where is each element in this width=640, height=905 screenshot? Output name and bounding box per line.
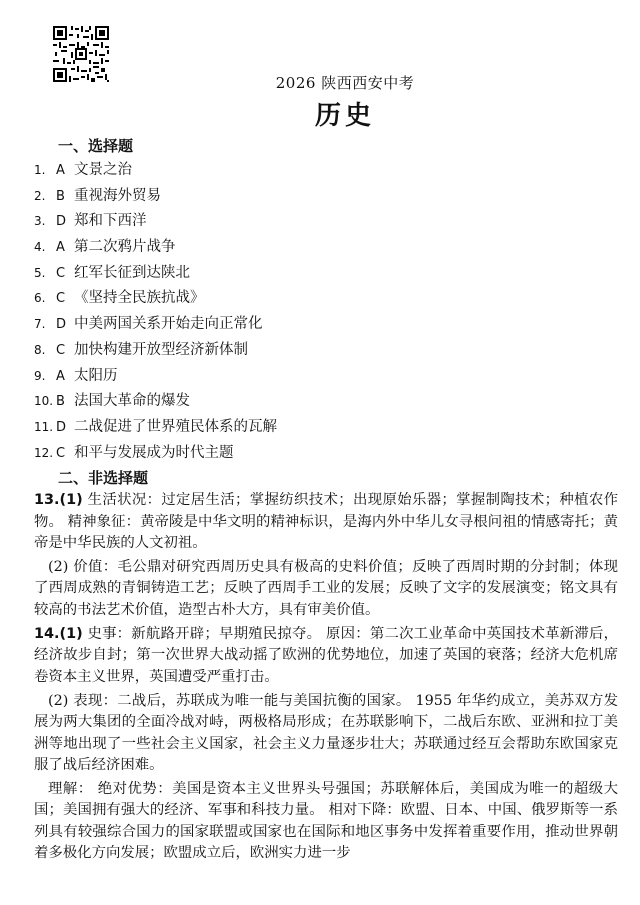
answer-text: 中美两国关系开始走向正常化 xyxy=(74,316,263,333)
answer-13-1 xyxy=(34,490,618,554)
answer-text: 红军长征到达陕北 xyxy=(74,264,190,281)
question-number: 9. xyxy=(34,368,46,383)
list-item xyxy=(34,312,618,338)
answer-text: 太阳历 xyxy=(74,367,118,384)
question-number: 1. xyxy=(34,163,46,177)
section-title-multiple-choice: 一、选择题 xyxy=(58,137,134,155)
question-number: 10. xyxy=(34,394,54,409)
answer-text: 和平与发展成为时代主题 xyxy=(74,444,234,461)
answer-letter: A xyxy=(56,163,65,178)
answer-text: 郑和下西洋 xyxy=(74,213,147,230)
answer-letter: A xyxy=(56,368,65,384)
answer-letter: B xyxy=(56,188,65,204)
answer-letter: C xyxy=(56,342,66,358)
answer-text: 史事：新航路开辟；早期殖民掠夺。 原因：第二次工业革命中英国技术革新滞后，经济故步自封；第一次世界大战动摇了欧洲的优势地位，加速了英国的衰落；经济大危机席卷资本主义世界，英国遭受严重打击。 xyxy=(34,626,618,685)
answer-text: 《坚持全民族抗战》 xyxy=(74,290,205,307)
question-number: 5. xyxy=(34,265,46,280)
document-header xyxy=(0,72,640,132)
list-item xyxy=(34,286,618,312)
list-item xyxy=(34,338,618,364)
answer-letter: A xyxy=(56,240,65,256)
answer-letter: D xyxy=(56,214,67,230)
question-number: 12. xyxy=(34,445,54,460)
question-number: 2. xyxy=(34,188,46,203)
subject-title: 历史 xyxy=(314,101,375,131)
list-item xyxy=(34,158,618,184)
list-item xyxy=(34,415,618,441)
answer-text: 生活状况：过定居生活；掌握纺织技术；出现原始乐器；掌握制陶技术；种植农作物。 精神象征：黄帝陵是中华文明的精神标识，是海内外中华儿女寻根问祖的情感寄托；黄帝是中华民族的人文初祖。 xyxy=(34,492,618,551)
answer-text: 二战促进了世界殖民体系的瓦解 xyxy=(74,418,277,435)
question-number: 8. xyxy=(34,342,46,357)
answer-letter: C xyxy=(56,291,66,307)
question-number: 6. xyxy=(34,291,46,306)
answer-letter: C xyxy=(56,265,66,281)
question-number: 11. xyxy=(34,419,54,434)
section-title-non-multiple-choice: 二、非选择题 xyxy=(58,469,149,488)
list-item xyxy=(34,209,618,235)
list-item xyxy=(34,364,618,390)
question-number: 14.(1) xyxy=(34,626,83,643)
list-item xyxy=(34,235,618,261)
multiple-choice-list xyxy=(34,158,618,466)
question-number: 13.(1) xyxy=(34,492,83,509)
answer-letter: D xyxy=(56,317,67,333)
list-item xyxy=(34,389,618,415)
answer-text: 加快构建开放型经济新体制 xyxy=(74,341,248,358)
exam-name: 2026 陕西西安中考 xyxy=(275,74,415,92)
answer-content xyxy=(34,134,618,864)
answer-text: 法国大革命的爆发 xyxy=(74,393,190,410)
answer-letter: B xyxy=(56,394,65,410)
answer-text: 文景之治 xyxy=(74,162,132,178)
answer-text: 重视海外贸易 xyxy=(74,187,161,204)
question-number: 7. xyxy=(34,317,46,332)
answer-letter: C xyxy=(56,445,66,461)
answer-14-1 xyxy=(34,624,618,688)
list-item xyxy=(34,184,618,210)
answer-14-3: 理解： 绝对优势：美国是资本主义世界头号强国；苏联解体后，美国成为唯一的超级大国；美国拥有强大的经济、军事和科技力量。 相对下降：欧盟、日本、中国、俄罗斯等一系列具有较强综合国力的国家联盟或国家也在国际和地区事务中发挥着重要作用，推动世界朝着多极化方向发展；欧盟成立后，欧洲实力进一步 xyxy=(34,781,618,861)
question-number: 3. xyxy=(34,214,46,229)
question-number: 4. xyxy=(34,240,46,255)
answer-13-2: (2) 价值：毛公鼎对研究西周历史具有极高的史料价值；反映了西周时期的分封制；体现了西周成熟的青铜铸造工艺；反映了西周手工业的发展；反映了文字的发展演变；铭文具有较高的书法艺术价值，造型古朴大方，具有审美价值。 xyxy=(34,559,618,618)
answer-text: 第二次鸦片战争 xyxy=(74,239,176,256)
list-item xyxy=(34,261,618,287)
list-item xyxy=(34,441,618,467)
answer-14-2: (2) 表现：二战后，苏联成为唯一能与美国抗衡的国家。 1955 年华约成立，美苏双方发展为两大集团的全面冷战对峙，两极格局形成；在苏联影响下，二战后东欧、亚洲和拉丁美洲等地出现了一些社会主义国家，社会主义力量逐步壮大；苏联通过经互会帮助东欧国家克服了战后经济困难。 xyxy=(34,692,618,773)
answer-letter: D xyxy=(56,419,67,435)
